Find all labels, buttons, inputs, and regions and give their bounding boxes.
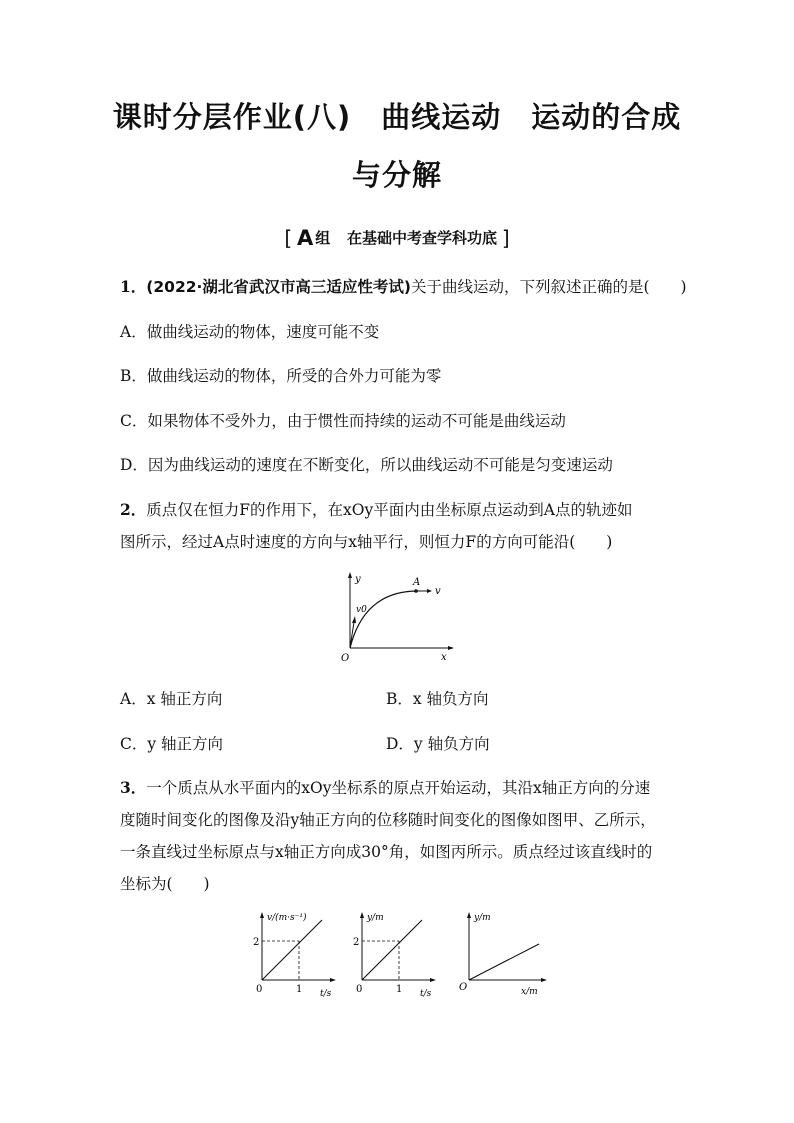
group-letter: A (296, 226, 314, 250)
point-a-label: A (413, 577, 421, 588)
origin-label: 0 (256, 984, 263, 995)
question-3-stem (120, 776, 650, 798)
option-c: C．如果物体不受外力，由于惯性而持续的运动不可能是曲线运动 (120, 412, 566, 430)
question-3-stem-continued: 度随时间变化的图像及沿y轴正方向的位移随时间变化的图像如图甲、乙所示， (120, 811, 656, 829)
origin-label: 0 (356, 984, 363, 995)
question-2-stem-continued: 图所示，经过A点时速度的方向与x轴平行，则恒力F的方向可能沿( ) (120, 533, 613, 551)
velocity-label: v (435, 586, 441, 597)
origin-label: O (341, 653, 350, 664)
option-a: A．x 轴正方向 (120, 690, 223, 708)
initial-velocity-label: v0 (356, 605, 367, 615)
graph-displacement-time (350, 908, 440, 1003)
y-tick-label: 2 (253, 937, 260, 948)
x-axis-label: t/s (420, 989, 432, 999)
question-3-stem-continued: 一条直线过坐标原点与x轴正方向成30°角，如图丙所示。质点经过该直线时的 (120, 843, 653, 861)
page-title: 课时分层作业(八) 曲线运动 运动的合成 (112, 100, 682, 134)
open-bracket: [ (284, 226, 293, 250)
question-text: 质点仅在恒力F的作用下，在xOy平面内由坐标原点运动到A点的轨迹如 (146, 501, 633, 519)
y-axis-label: y (355, 574, 361, 585)
y-axis-label: v/(m·s⁻¹) (267, 913, 307, 923)
option-b: B．x 轴负方向 (386, 690, 489, 708)
question-2-stem (120, 498, 632, 520)
page-title-continued: 与分解 (351, 158, 442, 192)
close-bracket: ] (501, 226, 510, 250)
trajectory-figure (330, 570, 460, 670)
question-source: (2022·湖北省武汉市高三适应性考试) (146, 278, 411, 296)
x-axis-label: x (441, 652, 447, 663)
question-1-stem (120, 275, 687, 297)
option-d: D．因为曲线运动的速度在不断变化，所以曲线运动不可能是匀变速运动 (120, 456, 613, 474)
question-text: 关于曲线运动，下列叙述正确的是( ) (411, 278, 687, 296)
question-number: 3． (120, 778, 147, 797)
x-tick-label: 1 (296, 984, 303, 995)
option-c: C．y 轴正方向 (120, 735, 224, 753)
question-number: 2． (120, 500, 147, 519)
x-tick-label: 1 (396, 984, 403, 995)
question-3-stem-continued: 坐标为( ) (120, 875, 210, 893)
section-header (0, 226, 794, 250)
origin-label: O (459, 982, 468, 993)
y-tick-label: 2 (353, 937, 360, 948)
question-text: 一个质点从水平面内的xOy坐标系的原点开始运动，其沿x轴正方向的分速 (146, 779, 651, 797)
option-b: B．做曲线运动的物体，所受的合外力可能为零 (120, 367, 442, 385)
graph-velocity-time (250, 908, 340, 1003)
y-axis-label: y/m (474, 913, 491, 923)
group-word: 组 (315, 229, 331, 247)
x-axis-label: x/m (521, 987, 538, 997)
question-number: 1． (120, 277, 147, 296)
graph-line-30-degrees (455, 908, 550, 1003)
y-axis-label: y/m (367, 913, 384, 923)
x-axis-label: t/s (320, 989, 332, 999)
section-label: 在基础中考查学科功底 (347, 229, 498, 247)
option-a: A．做曲线运动的物体，速度可能不变 (120, 323, 380, 341)
option-d: D．y 轴负方向 (386, 735, 490, 753)
